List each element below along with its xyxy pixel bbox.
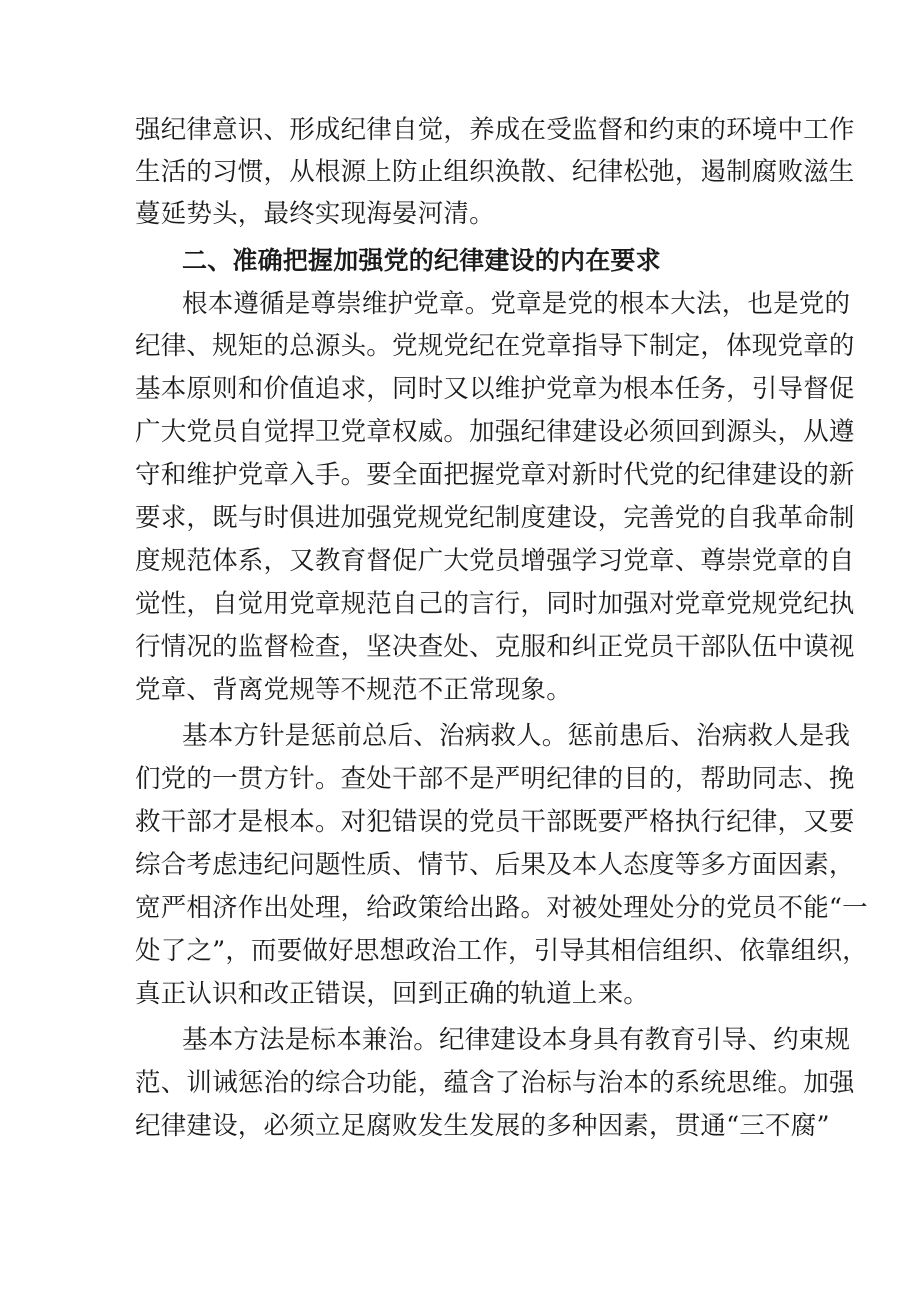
text-line: 行情况的监督检查，坚决查处、克服和纠正党员干部队伍中谟视: [135, 632, 855, 662]
text-line: 要求，既与时俱进加强党规党纪制度建设，完善党的自我革命制: [135, 503, 855, 533]
text-line: 守和维护党章入手。要全面把握党章对新时代党的纪律建设的新: [135, 460, 855, 490]
text-line: 党章、背离党规等不规范不正常现象。: [135, 675, 572, 705]
text-line: 生活的习惯，从根源上防止组织涣散、纪律松弛，遏制腐败滋生: [135, 157, 855, 187]
text-line: 基本方针是惩前总后、治病救人。惩前患后、治病救人是我: [182, 721, 851, 751]
text-line: 宽严相济作出处理，给政策给出路。对被处理处分的党员不能“一: [135, 893, 868, 923]
text-line: 基本方法是标本兼治。纪律建设本身具有教育引导、约束规: [182, 1025, 851, 1055]
text-line: 广大党员自觉捍卫党章权威。加强纪律建设必须回到源头，从遵: [135, 417, 855, 447]
text-line: 范、训诫惩治的综合功能，蕴含了治标与治本的系统思维。加强: [135, 1068, 855, 1098]
text-line: 处了之”，而要做好思想政治工作，引导其相信组织、依靠组织，: [135, 936, 868, 966]
text-line: 强纪律意识、形成纪律自觉，养成在受监督和约束的环境中工作: [135, 115, 855, 145]
text-line: 度规范体系，又教育督促广大党员增强学习党章、尊崇党章的自: [135, 546, 855, 576]
text-line: 蔓延势头，最终实现海晏河清。: [135, 199, 495, 229]
text-line: 根本遵循是尊崇维护党章。党章是党的根本大法，也是党的: [182, 289, 851, 319]
text-line: 基本原则和价值追求，同时又以维护党章为根本任务，引导督促: [135, 374, 855, 404]
text-line: 救干部才是根本。对犯错误的党员干部既要严格执行纪律，又要: [135, 807, 855, 837]
text-line: 们党的一贯方针。查处干部不是严明纪律的目的，帮助同志、挽: [135, 764, 855, 794]
text-line: 真正认识和改正错误，回到正确的轨道上来。: [135, 979, 650, 1009]
text-line: 综合考虑违纪问题性质、情节、后果及本人态度等多方面因素，: [135, 850, 855, 880]
text-line: 纪律、规矩的总源头。党规党纪在党章指导下制定，体现党章的: [135, 331, 855, 361]
text-line: 觉性，自觉用党章规范自己的言行，同时加强对党章党规党纪执: [135, 589, 855, 619]
section-heading: 二、准确把握加强党的纪律建设的内在要求: [182, 246, 661, 275]
text-line: 纪律建设，必须立足腐败发生发展的多种因素，贯通“三不腐”: [135, 1111, 830, 1141]
